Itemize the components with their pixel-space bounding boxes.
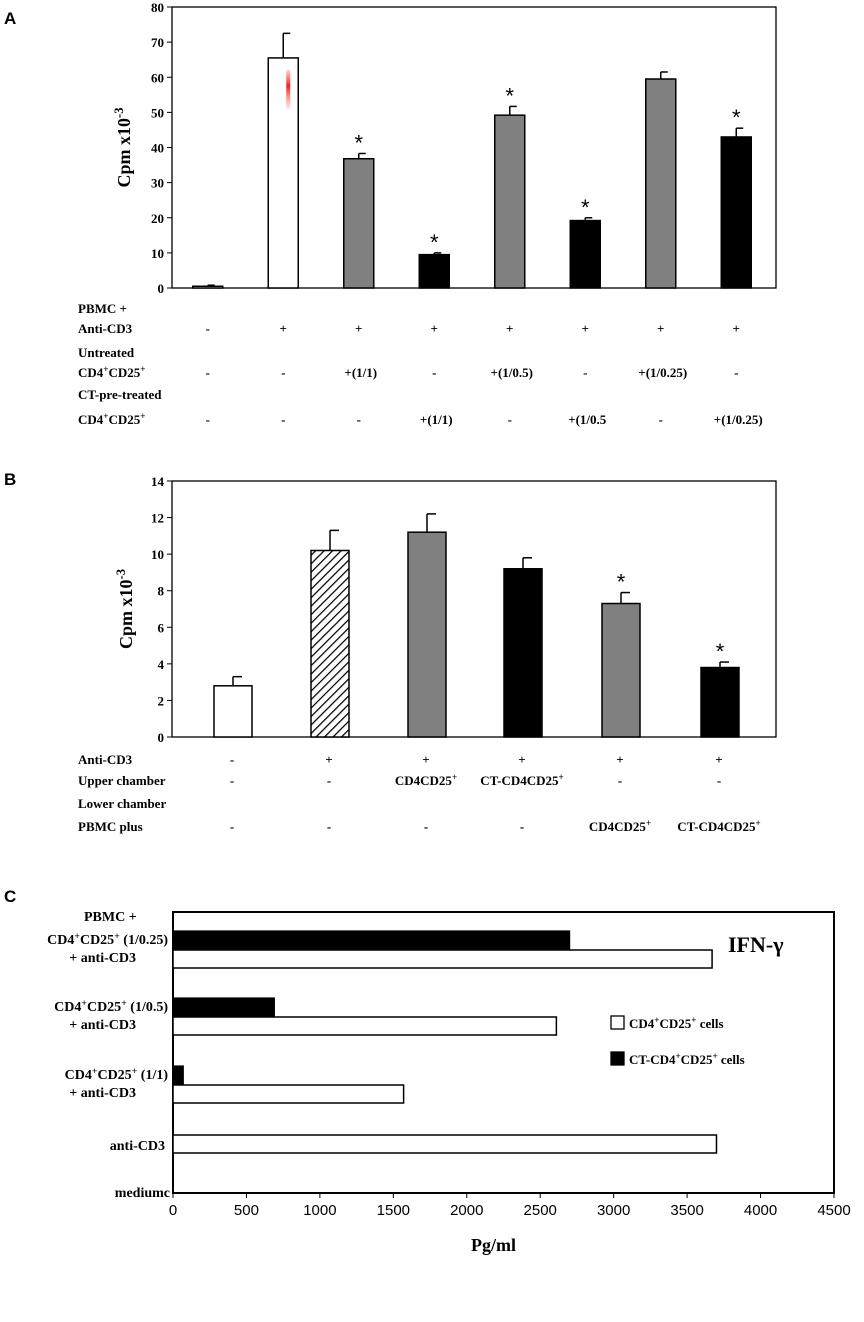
legend-swatch <box>611 1016 624 1029</box>
row-cell: - <box>229 773 235 788</box>
bar-ct <box>173 998 274 1016</box>
group-label: anti-CD3 <box>109 1139 165 1154</box>
row-cell: +(1/0.25) <box>638 365 688 380</box>
row-cell: +(1/0.5) <box>490 365 533 380</box>
group-label-line1: CD4+CD25+ (1/0.5) <box>54 997 168 1015</box>
significance-star: * <box>354 130 364 156</box>
row-cell: +(1/1) <box>344 365 378 380</box>
row-cell: CD4CD25+ <box>588 818 652 834</box>
row-cell: + <box>325 752 333 767</box>
group-label: mediumc <box>114 1186 170 1201</box>
row-label: CT-pre-treated <box>78 387 162 402</box>
row-cell: + <box>518 752 526 767</box>
row-cell: + <box>506 321 514 336</box>
y-tick-label: 0 <box>157 281 164 296</box>
header-label: PBMC + <box>84 910 137 925</box>
panel-letter-c: C <box>4 887 17 906</box>
bar <box>602 604 640 737</box>
panel-letter-a: A <box>4 9 17 28</box>
row-cell: - <box>205 412 210 427</box>
row-cell: - <box>423 819 429 834</box>
row-cell: - <box>281 365 286 380</box>
bar <box>504 569 542 737</box>
row-cell: - <box>519 819 525 834</box>
row-cell: - <box>229 819 235 834</box>
significance-star: * <box>580 194 590 220</box>
bar <box>408 532 446 737</box>
legend-label: CD4+CD25+ cells <box>629 1015 724 1031</box>
row-cell: - <box>281 412 286 427</box>
row-cell: CD4CD25+ <box>394 772 458 788</box>
plot-frame <box>172 7 776 288</box>
y-tick-label: 6 <box>157 620 164 636</box>
row-cell: CT-CD4CD25+ <box>480 772 564 788</box>
row-cell: - <box>432 365 437 380</box>
bar <box>495 115 525 288</box>
x-axis-label: Pg/ml <box>471 1235 516 1255</box>
row-cell: + <box>279 321 287 336</box>
row-label: Anti-CD3 <box>78 321 133 336</box>
row-cell: - <box>326 819 332 834</box>
panel-letter-b: B <box>4 470 17 489</box>
row-cell: - <box>617 773 623 788</box>
y-tick-label: 14 <box>151 474 164 489</box>
y-tick-label: 10 <box>151 245 164 261</box>
red-artifact-mark <box>286 70 290 110</box>
panel-c <box>4 887 851 1255</box>
row-cell: - <box>716 773 722 788</box>
y-axis-label: Cpm $x10^{-3}$ <box>112 107 134 188</box>
row-cell: - <box>205 365 210 380</box>
significance-star: * <box>731 105 741 131</box>
row-label: Upper chamber <box>78 773 166 788</box>
bar <box>646 79 676 288</box>
row-cell: + <box>422 752 430 767</box>
significance-star: * <box>616 569 626 595</box>
x-tick-label: 3500 <box>670 1202 704 1219</box>
x-tick-label: 3000 <box>596 1202 631 1219</box>
y-tick-label: 10 <box>151 547 164 563</box>
row-cell: + <box>657 321 665 336</box>
row-cell: + <box>430 321 438 336</box>
y-tick-label: 70 <box>151 35 164 51</box>
row-cell: - <box>229 752 235 767</box>
bar <box>268 58 298 288</box>
row-cell: - <box>583 365 588 380</box>
row-label: Anti-CD3 <box>78 752 133 767</box>
y-tick-label: 2 <box>157 693 164 709</box>
significance-star: * <box>715 639 725 665</box>
row-cell: CT-CD4CD25+ <box>677 818 761 834</box>
row-cell: - <box>734 365 739 380</box>
row-cell: +(1/0.25) <box>713 412 763 427</box>
x-tick-label: 4000 <box>743 1202 778 1219</box>
bar <box>570 221 600 288</box>
panel-b <box>4 470 776 834</box>
y-tick-label: 80 <box>151 0 164 15</box>
y-tick-label: 8 <box>157 583 164 599</box>
legend-swatch <box>611 1052 624 1065</box>
group-label-line2: + anti-CD3 <box>69 951 136 966</box>
row-cell: +(1/1) <box>419 412 453 427</box>
row-label: PBMC plus <box>78 819 143 834</box>
row-cell: - <box>356 412 361 427</box>
row-cell: + <box>715 752 723 767</box>
x-tick-label: 1000 <box>303 1202 337 1219</box>
bar <box>193 286 223 288</box>
bar-ct <box>173 931 570 949</box>
row-cell: - <box>205 321 210 336</box>
row-cell: - <box>658 412 663 427</box>
bar <box>721 137 751 288</box>
x-tick-label: 2500 <box>523 1202 557 1219</box>
y-tick-label: 30 <box>151 175 164 191</box>
y-axis-label: Cpm $x10^{-3}$ <box>114 568 136 650</box>
row-cell: + <box>581 321 589 336</box>
y-tick-label: 0 <box>157 730 164 745</box>
row-cell: - <box>326 773 332 788</box>
y-tick-label: 60 <box>151 70 164 86</box>
bar-untreated <box>173 1085 404 1103</box>
x-tick-label: 2000 <box>450 1202 484 1219</box>
legend-label: CT-CD4+CD25+ cells <box>629 1051 745 1067</box>
y-tick-label: 40 <box>151 140 164 156</box>
bar-ct <box>173 1066 183 1084</box>
row-cell: + <box>355 321 363 336</box>
y-tick-label: 12 <box>151 510 164 526</box>
bar-untreated <box>173 1135 716 1153</box>
group-label-line2: + anti-CD3 <box>69 1086 136 1101</box>
chart-title: IFN-γ <box>728 932 784 957</box>
row-cell: + <box>616 752 624 767</box>
significance-star: * <box>505 83 515 109</box>
bar <box>311 550 349 737</box>
bar-untreated <box>173 1017 556 1035</box>
bar <box>419 255 449 288</box>
group-label-line1: CD4+CD25+ (1/1) <box>64 1065 168 1083</box>
row-cell: - <box>507 412 512 427</box>
y-tick-label: 4 <box>157 656 164 672</box>
x-tick-label: 1500 <box>376 1202 411 1219</box>
y-tick-label: 50 <box>151 105 164 121</box>
significance-star: * <box>429 229 439 255</box>
row-cell: +(1/0.5 <box>568 412 607 427</box>
y-tick-label: 20 <box>151 210 164 226</box>
row-label: CD4+CD25+ <box>78 364 146 380</box>
group-label-line1: CD4+CD25+ (1/0.25) <box>47 930 168 948</box>
panel-a <box>4 0 776 427</box>
x-tick-label: 4500 <box>817 1202 851 1219</box>
plot-frame <box>172 481 776 737</box>
row-cell: + <box>732 321 740 336</box>
x-tick-label: 500 <box>233 1202 259 1219</box>
row-label: CD4+CD25+ <box>78 411 146 427</box>
row-label: Untreated <box>78 345 135 360</box>
bar <box>701 668 739 737</box>
row-label: PBMC + <box>78 301 127 316</box>
bar <box>214 686 252 737</box>
group-label-line2: + anti-CD3 <box>69 1018 136 1033</box>
bar <box>344 159 374 288</box>
row-label: Lower chamber <box>78 796 167 811</box>
x-tick-label: 0 <box>168 1202 178 1219</box>
bar-untreated <box>173 950 712 968</box>
